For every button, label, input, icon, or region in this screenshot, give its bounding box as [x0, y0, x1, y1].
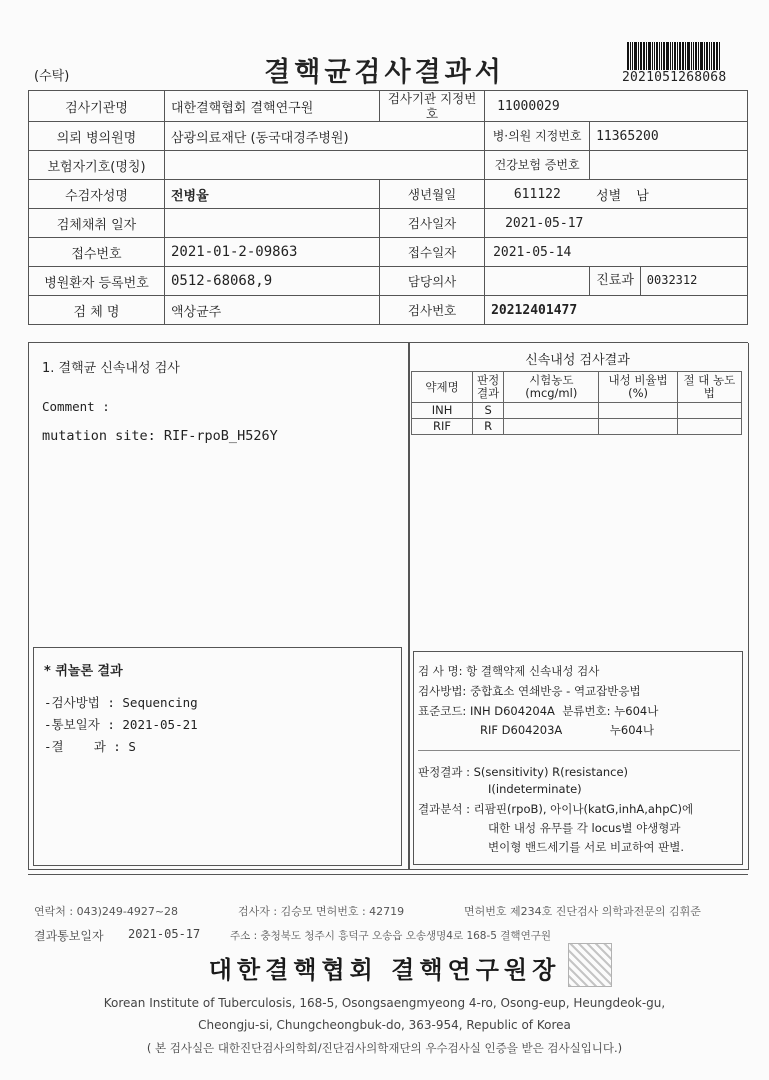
- value-cell: 2021-05-14: [485, 238, 748, 267]
- label-cell: 검체채취 일자: [29, 209, 165, 238]
- label-cell: 의뢰 병의원명: [29, 122, 165, 151]
- barcode-bar: [638, 42, 639, 70]
- label-cell: 건강보험 증번호: [485, 151, 590, 180]
- barcode-bar: [643, 42, 645, 70]
- notify-label: 결과통보일자: [34, 929, 104, 943]
- request-tag: (수탁): [34, 69, 70, 84]
- label-cell: 보험자기호(명칭): [29, 151, 165, 180]
- table-row: [29, 91, 748, 122]
- empty-cell: [504, 419, 599, 435]
- barcode-bar: [685, 42, 686, 70]
- value-cell: 대한결핵협회 결핵연구원: [165, 91, 380, 122]
- test-method: 검사방법: 중합효소 연쇄반응 - 역교잡반응법: [418, 684, 641, 698]
- mutation-site: mutation site: RIF-rpoB_H526Y: [42, 428, 278, 444]
- barcode-bar: [698, 42, 699, 70]
- quinolone-box: [33, 647, 402, 866]
- value-cell: 20212401477: [485, 296, 748, 325]
- barcode-bar: [695, 42, 697, 70]
- label-cell: 검 체 명: [29, 296, 165, 325]
- quinolone-result: -결 과 : S: [44, 739, 136, 754]
- barcode-bar: [652, 42, 653, 70]
- value-cell: [165, 151, 485, 180]
- result-cell: S: [473, 403, 504, 419]
- info-table: [28, 90, 748, 325]
- barcode-bar: [691, 42, 692, 70]
- table-row: [29, 267, 748, 296]
- standard-code-2: RIF D604203A 누604나: [480, 723, 654, 737]
- barcode-bar: [646, 42, 647, 70]
- address-english-1: Korean Institute of Tuberculosis, 168-5, Osongsaengmyeong 4-ro, Osong-eup, Heungdeok-gu,: [103, 996, 666, 1010]
- barcode-bar: [672, 42, 673, 70]
- barcode-bar: [632, 42, 633, 70]
- susceptibility-title: 신속내성 검사결과: [525, 353, 630, 368]
- value-cell: 액상균주: [165, 296, 380, 325]
- label-cell: 검사일자: [380, 209, 485, 238]
- table-row: [29, 122, 748, 151]
- contact: 연락처 : 043)249-4927~28: [34, 905, 179, 918]
- issuing-organization: 대한결핵협회 결핵연구원장: [208, 955, 561, 984]
- column-header: 절 대 농도법: [677, 372, 741, 403]
- barcode-bar: [706, 42, 708, 70]
- address: 주소 : 충청북도 청주시 흥덕구 오송읍 오송생명4로 168-5 결핵연구원: [230, 930, 552, 942]
- judgement-2: I(indeterminate): [488, 782, 582, 796]
- empty-cell: [599, 403, 677, 419]
- divider: [418, 750, 740, 751]
- table-row: [412, 419, 742, 435]
- barcode-bar: [656, 42, 658, 70]
- label-cell: 담당의사: [380, 267, 485, 296]
- label-cell: 병·의원 지정번호: [485, 122, 590, 151]
- certification-note: ( 본 검사실은 대한진단검사의학회/진단검사의학재단의 우수검사실 인증을 받은 검사실입니다.): [146, 1041, 623, 1055]
- barcode-bar: [682, 42, 684, 70]
- barcode-bar: [654, 42, 655, 70]
- tester: 검사자 : 김승모 면허번호 : 42719: [238, 905, 405, 918]
- document-title: 결핵균검사결과서: [264, 57, 505, 88]
- barcode-bar: [674, 42, 676, 70]
- barcode-bar: [640, 42, 642, 70]
- table-row: [29, 209, 748, 238]
- barcode-bar: [677, 42, 678, 70]
- value-cell: 삼광의료재단 (동국대경주병원): [165, 122, 485, 151]
- value-cell: [590, 151, 748, 180]
- value-cell: 2021-01-2-09863: [165, 238, 380, 267]
- drug-cell: INH: [412, 403, 473, 419]
- label-cell: 검사번호: [380, 296, 485, 325]
- barcode-bar: [713, 42, 715, 70]
- barcode-bar: [670, 42, 671, 70]
- barcode-bar: [627, 42, 629, 70]
- empty-cell: [677, 419, 741, 435]
- column-header: 시험농도 (mcg/ml): [504, 372, 599, 403]
- value-cell: 남: [636, 188, 649, 204]
- result-cell: R: [473, 419, 504, 435]
- label-cell: 접수일자: [380, 238, 485, 267]
- analysis-3: 변이형 밴드세기를 서로 비교하여 판별.: [488, 840, 685, 854]
- barcode-bar: [719, 42, 720, 70]
- label-cell: 검사기관 지정번호: [380, 91, 485, 122]
- section-title: 1. 결핵균 신속내성 검사: [42, 361, 180, 376]
- barcode-bar: [687, 42, 690, 70]
- label-cell: 접수번호: [29, 238, 165, 267]
- label-cell: 생년월일: [380, 180, 485, 209]
- value-cell: 11365200: [590, 122, 748, 151]
- barcode: [627, 42, 733, 70]
- value-cell: 0512-68068,9: [165, 267, 380, 296]
- analysis-1: 결과분석 : 리팜핀(rpoB), 아이나(katG,inhA,ahpC)에: [418, 802, 694, 816]
- value-cell: 2021-05-17: [485, 209, 748, 238]
- barcode-bar: [663, 42, 665, 70]
- value-cell: 전병율: [165, 180, 380, 209]
- column-header: 약제명: [412, 372, 473, 403]
- barcode-bar: [709, 42, 710, 70]
- column-header: 판정 결과: [473, 372, 504, 403]
- table-row: [29, 151, 748, 180]
- table-row: [29, 180, 748, 209]
- test-name: 검 사 명: 항 결핵약제 신속내성 검사: [418, 664, 600, 678]
- empty-cell: [677, 403, 741, 419]
- barcode-bar: [659, 42, 660, 70]
- table-row: [412, 403, 742, 419]
- barcode-bar: [693, 42, 694, 70]
- table-row: [29, 296, 748, 325]
- barcode-bar: [666, 42, 669, 70]
- analysis-2: 대한 내성 유무를 각 locus별 야생형과: [488, 821, 681, 835]
- license: 면허번호 제234호 진단검사 의학과전문의 김휘준: [464, 905, 701, 918]
- empty-cell: [599, 419, 677, 435]
- barcode-bar: [716, 42, 718, 70]
- label-cell: 수검자성명: [29, 180, 165, 209]
- table-row: [29, 238, 748, 267]
- value-cell: [165, 209, 380, 238]
- value-cell: 0032312: [646, 273, 698, 287]
- barcode-bar: [711, 42, 712, 70]
- drug-cell: RIF: [412, 419, 473, 435]
- label-cell: 병원환자 등록번호: [29, 267, 165, 296]
- barcode-bar: [634, 42, 637, 70]
- comment-label: Comment :: [42, 399, 110, 414]
- barcode-bar: [679, 42, 681, 70]
- table-header-row: [412, 372, 742, 403]
- barcode-bar: [704, 42, 705, 70]
- barcode-bar: [648, 42, 651, 70]
- value-cell: [485, 267, 590, 296]
- label-cell: 성별: [596, 188, 622, 204]
- barcode-bar: [661, 42, 662, 70]
- barcode-bar: [700, 42, 703, 70]
- barcode-bar: [630, 42, 631, 70]
- address-english-2: Cheongju-si, Chungcheongbuk-do, 363-954, Republic of Korea: [198, 1018, 571, 1032]
- susceptibility-table: [411, 371, 742, 435]
- empty-cell: [504, 403, 599, 419]
- barcode-number: 2021051268068: [622, 70, 727, 85]
- quinolone-title: * 퀴놀론 결과: [44, 664, 123, 679]
- quinolone-method: -검사방법 : Sequencing: [44, 695, 198, 710]
- notify-date: 2021-05-17: [128, 927, 201, 941]
- quinolone-date: -통보일자 : 2021-05-21: [44, 717, 198, 732]
- label-cell: 검사기관명: [29, 91, 165, 122]
- value-cell: 611122: [485, 180, 590, 209]
- value-cell: 11000029: [485, 91, 748, 122]
- divider: [28, 874, 748, 875]
- judgement-1: 판정결과 : S(sensitivity) R(resistance): [418, 765, 629, 779]
- column-header: 내성 비율법(%): [599, 372, 677, 403]
- standard-code-1: 표준코드: INH D604204A 분류번호: 누604나: [418, 704, 659, 718]
- label-cell: 진료과: [590, 267, 641, 295]
